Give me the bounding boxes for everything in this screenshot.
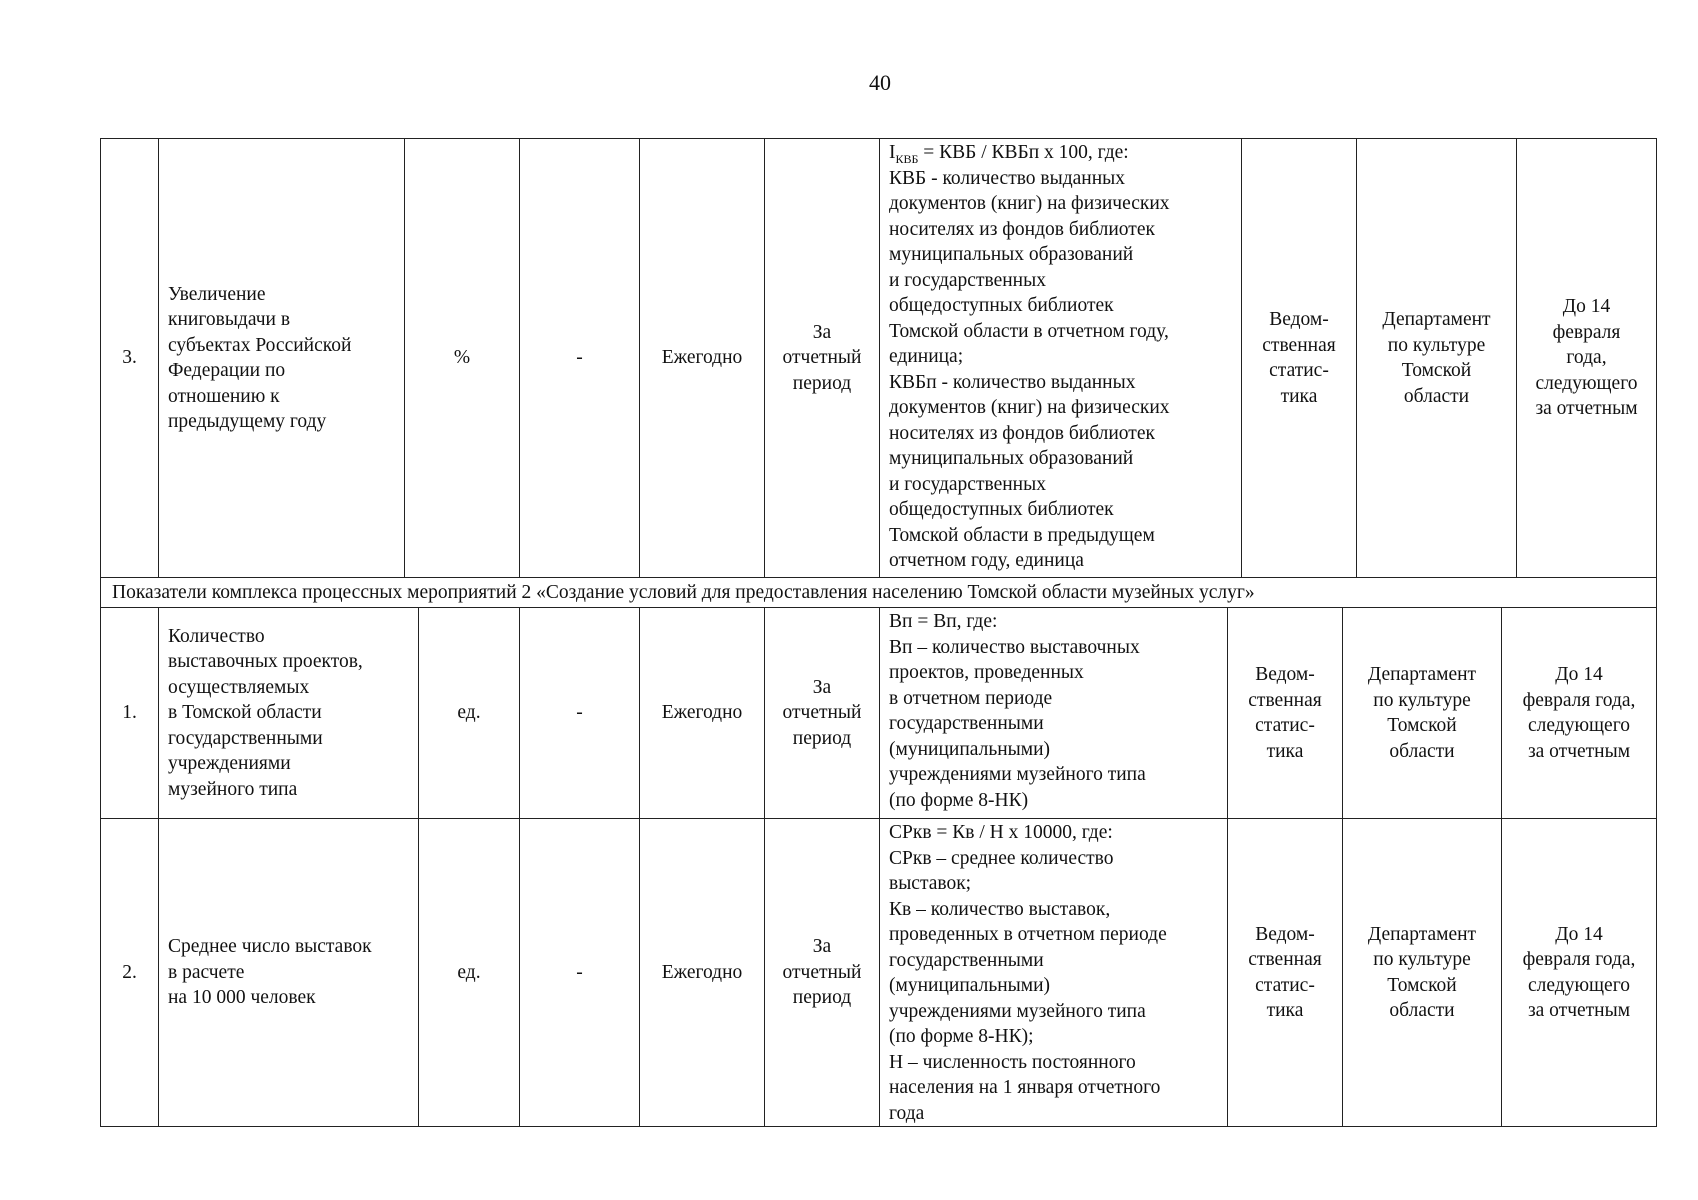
deadline-line: за отчетным — [1535, 398, 1638, 420]
formula-line: носителях из фондов библиотек — [889, 218, 1155, 240]
deadline-line: за отчетным — [1527, 740, 1631, 762]
name-line: в расчете — [168, 961, 245, 983]
formula-line: населения на 1 января отчетного — [889, 1077, 1161, 1098]
formula-line: (по форме 8-НК); — [889, 1026, 1034, 1047]
indicator-name — [159, 608, 419, 819]
formula-line: Кв – количество выставок, — [889, 898, 1111, 920]
deadline-line: следующего — [1528, 715, 1630, 736]
name-line: в Томской области — [168, 702, 322, 724]
period — [765, 139, 880, 578]
formula-line: Вп – количество выставочных — [889, 636, 1140, 658]
formula-line: документов (книг) на физических — [889, 193, 1170, 214]
deadline-line: года, — [1566, 347, 1607, 369]
unit: ед. — [419, 608, 520, 819]
name-line: Количество — [168, 625, 265, 647]
name-line: выставочных проектов, — [168, 651, 363, 673]
name-line: государственными — [168, 727, 323, 749]
page-number: 40 — [869, 70, 891, 95]
deadline-line: До 14 — [1555, 664, 1603, 685]
deadline-line: февраля года, — [1522, 689, 1636, 711]
period-line: отчетный — [782, 702, 862, 724]
formula-line: выставок; — [889, 873, 972, 894]
responsible-line: области — [1389, 1000, 1455, 1021]
formula-line: государственными — [889, 713, 1044, 734]
formula-line — [889, 140, 1232, 166]
formula-line: и государственных — [889, 473, 1046, 495]
data-source — [1228, 608, 1343, 819]
table-row — [101, 139, 1657, 578]
formula — [880, 608, 1228, 819]
period-line: отчетный — [782, 961, 862, 983]
source-line: Ведом- — [1255, 923, 1315, 945]
formula-line: государственными — [889, 949, 1044, 971]
responsible-line: по культуре — [1387, 334, 1486, 356]
source-line: тика — [1266, 740, 1304, 762]
source-line: Ведом- — [1269, 309, 1329, 330]
formula-line: КВБп - количество выданных — [889, 371, 1136, 393]
source-line: статис- — [1269, 360, 1329, 381]
formula-line: муниципальных образований — [889, 244, 1134, 265]
source-line: ственная — [1262, 334, 1336, 356]
formula-line: отчетном году, единица — [889, 550, 1084, 571]
deadline-line: февраля года, — [1522, 949, 1636, 970]
formula-symbol: I — [889, 142, 896, 163]
frequency: Ежегодно — [640, 139, 765, 578]
row-number: 2. — [101, 819, 159, 1127]
formula-line: общедоступных библиотек — [889, 295, 1114, 316]
deadline — [1517, 139, 1657, 578]
formula-line: СРкв – среднее количество — [889, 847, 1114, 869]
name-line: на 10 000 человек — [168, 987, 316, 1009]
formula-line: проектов, проведенных — [889, 662, 1084, 683]
formula-line: муниципальных образований — [889, 448, 1134, 469]
period-line: За — [812, 676, 832, 698]
table-row — [101, 819, 1657, 1127]
formula-line: учреждениями музейного типа — [889, 1000, 1146, 1022]
base-value: - — [520, 819, 640, 1127]
source-line: ственная — [1248, 949, 1322, 970]
deadline — [1502, 608, 1657, 819]
formula-line: Томской области в предыдущем — [889, 524, 1155, 546]
source-line: статис- — [1255, 974, 1315, 996]
formula-line: Томской области в отчетном году, — [889, 320, 1169, 342]
period-line: За — [812, 936, 832, 958]
responsible-line: Томской — [1387, 974, 1457, 996]
period — [765, 608, 880, 819]
formula-line: и государственных — [889, 269, 1046, 291]
name-line: субъектах Российской — [168, 334, 352, 356]
frequency: Ежегодно — [640, 819, 765, 1127]
formula-line: СРкв = Кв / Н х 10000, где: — [889, 822, 1113, 843]
responsible-line: области — [1403, 385, 1470, 407]
indicator-name — [159, 139, 405, 578]
responsible-line: по культуре — [1373, 949, 1471, 970]
formula-expression: = КВБ / КВБп х 100, где: — [918, 142, 1129, 163]
base-value: - — [520, 608, 640, 819]
formula-line: носителях из фондов библиотек — [889, 422, 1155, 444]
formula-subscript: КВБ — [895, 151, 919, 166]
name-line: осуществляемых — [168, 676, 310, 698]
responsible-line: Департамент — [1382, 309, 1491, 330]
row-number: 1. — [101, 608, 159, 819]
period-line: период — [792, 987, 852, 1009]
source-line: ственная — [1248, 689, 1322, 711]
formula-line: КВБ - количество выданных — [889, 167, 1126, 189]
unit: % — [405, 139, 520, 578]
unit: ед. — [419, 819, 520, 1127]
source-line: Ведом- — [1255, 664, 1315, 685]
source-line: тика — [1280, 385, 1318, 407]
formula-line: учреждениями музейного типа — [889, 764, 1146, 785]
deadline-line: за отчетным — [1527, 1000, 1631, 1021]
formula-line: общедоступных библиотек — [889, 499, 1114, 520]
period-line: период — [792, 727, 852, 749]
deadline-line: До 14 — [1555, 923, 1603, 945]
name-line: Увеличение — [168, 283, 266, 305]
formula-line: (муниципальными) — [889, 738, 1051, 760]
name-line: Среднее число выставок — [168, 936, 372, 958]
responsible-line: по культуре — [1373, 689, 1471, 711]
indicator-table-part-1 — [100, 138, 1657, 578]
period-line: период — [792, 372, 852, 394]
formula — [880, 139, 1242, 578]
deadline-line: следующего — [1528, 974, 1630, 996]
section-header-row — [101, 578, 1657, 608]
frequency: Ежегодно — [640, 608, 765, 819]
formula-line: единица; — [889, 346, 964, 367]
responsible — [1343, 819, 1502, 1127]
formula — [880, 819, 1228, 1127]
formula-line: (по форме 8-НК) — [889, 789, 1029, 811]
formula-line: документов (книг) на физических — [889, 397, 1170, 418]
row-number: 3. — [101, 139, 159, 578]
responsible-line: Томской — [1387, 715, 1457, 736]
responsible-line: области — [1389, 740, 1455, 762]
period — [765, 819, 880, 1127]
responsible — [1357, 139, 1517, 578]
responsible — [1343, 608, 1502, 819]
name-line: предыдущему году — [168, 411, 327, 432]
formula-line: в отчетном периоде — [889, 687, 1053, 709]
deadline-line: февраля — [1552, 321, 1621, 343]
name-line: Федерации по — [168, 360, 286, 381]
section-title: Показатели комплекса процессных мероприятий 2 «Создание условий для предоставления населению Томской области музейных услуг» — [101, 578, 1657, 608]
name-line: учреждениями — [168, 753, 291, 775]
period-line: За — [812, 321, 832, 343]
base-value: - — [520, 139, 640, 578]
name-line: отношению к — [168, 385, 280, 407]
responsible-line: Департамент — [1367, 664, 1477, 685]
deadline-line: До 14 — [1562, 296, 1611, 318]
table-row — [101, 608, 1657, 819]
source-line: статис- — [1255, 715, 1315, 736]
formula-line: Вп = Вп, где: — [889, 611, 998, 632]
indicator-name — [159, 819, 419, 1127]
indicator-table-part-2 — [100, 577, 1657, 1127]
responsible-line: Департамент — [1367, 923, 1477, 945]
formula-line: Н – численность постоянного — [889, 1051, 1136, 1073]
formula-line: года — [889, 1102, 925, 1124]
formula-line: проведенных в отчетном периоде — [889, 924, 1167, 945]
source-line: тика — [1266, 1000, 1304, 1021]
formula-line: (муниципальными) — [889, 975, 1051, 996]
data-source — [1242, 139, 1357, 578]
deadline-line: следующего — [1535, 372, 1638, 394]
name-line: книговыдачи в — [168, 309, 291, 330]
period-line: отчетный — [782, 347, 862, 369]
data-source — [1228, 819, 1343, 1127]
name-line: музейного типа — [168, 778, 298, 800]
responsible-line: Томской — [1401, 360, 1472, 381]
deadline — [1502, 819, 1657, 1127]
